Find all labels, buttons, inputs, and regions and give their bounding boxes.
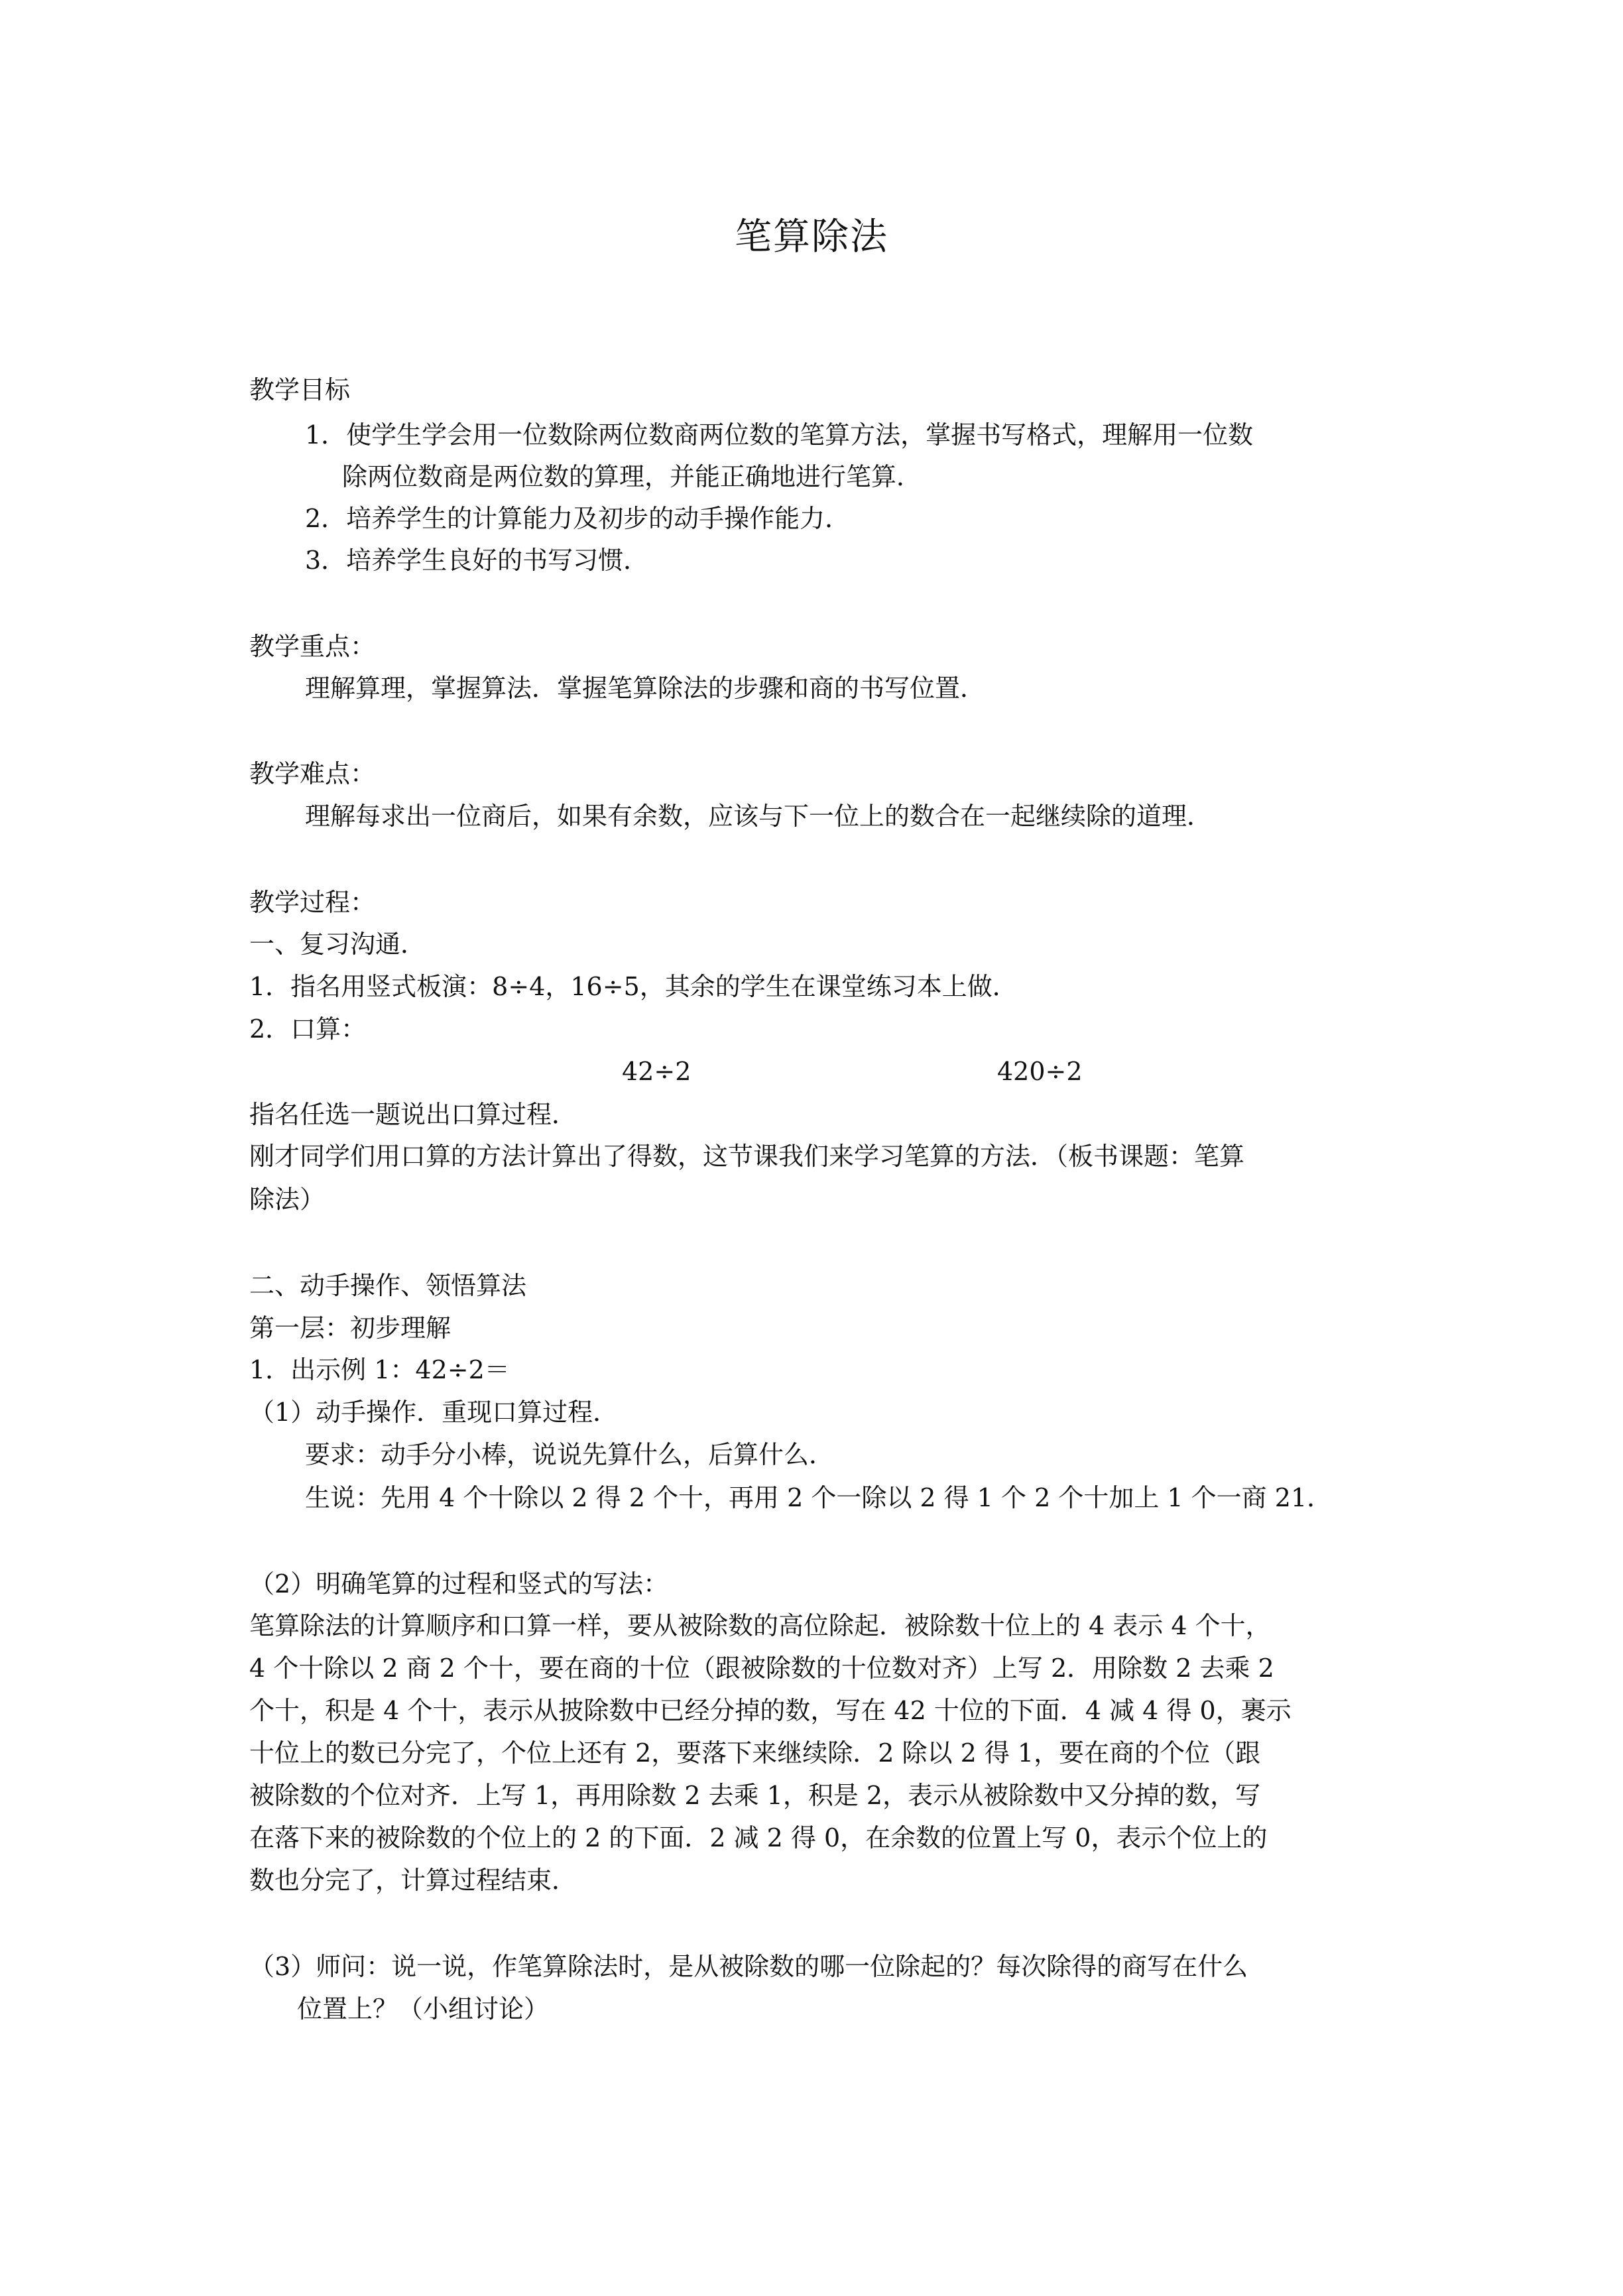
goal-item: 2．培养学生的计算能力及初步的动手操作能力． <box>305 504 851 533</box>
layer-title: 第一层：初步理解 <box>249 1313 451 1343</box>
key-points-heading: 教学重点： <box>249 632 376 661</box>
review-item: 1．指名用竖式板演：8÷4，16÷5，其余的学生在课堂练习本上做． <box>249 972 1018 1001</box>
subsection-title: （2）明确笔算的过程和竖式的写法： <box>249 1569 669 1599</box>
mental-math-expression: 42÷2 <box>622 1057 691 1086</box>
paragraph-line: 4 个十除以 2 商 2 个十，要在商的十位（跟被除数的十位数对齐）上写 2．用除数 2 去乘 2 <box>249 1654 1274 1683</box>
review-item: 2．口算： <box>249 1014 367 1044</box>
section-title: 二、动手操作、领悟算法 <box>249 1271 527 1300</box>
student-answer-line: 生说：先用 4 个十除以 2 得 2 个十，再用 2 个一除以 2 得 1 个 2 个十加上 1 个一商 21． <box>305 1483 1333 1512</box>
paragraph-line: 在落下来的被除数的个位上的 2 的下面．2 减 2 得 0，在余数的位置上写 0，表示个位上的 <box>249 1823 1268 1852</box>
body-line: 指名任选一题说出口算过程． <box>249 1100 577 1129</box>
goal-item: 1．使学生学会用一位数除两位数商两位数的笔算方法，掌握书写格式，理解用一位数 <box>305 420 1254 450</box>
page-title: 笔算除法 <box>735 215 888 259</box>
paragraph-line: 十位上的数已分完了，个位上还有 2，要落下来继续除．2 除以 2 得 1，要在商的个位（跟 <box>249 1738 1261 1768</box>
goals-heading: 教学目标 <box>249 375 351 404</box>
paragraph-line: 个十，积是 4 个十，表示从披除数中已经分掉的数，写在 42 十位的下面．4 减 4 得 0，裹示 <box>249 1696 1292 1725</box>
goal-item-continued: 除两位数商是两位数的算理，并能正确地进行笔算． <box>342 462 922 491</box>
process-heading: 教学过程： <box>249 888 376 917</box>
body-line: 刚才同学们用口算的方法计算出了得数，这节课我们来学习笔算的方法．（板书课题：笔算 <box>249 1142 1245 1171</box>
subsection-title: （3）师问：说一说，作笔算除法时，是从被除数的哪一位除起的？每次除得的商写在什么 <box>249 1952 1248 1981</box>
example-line: 1．出示例 1：42÷2＝ <box>249 1355 510 1384</box>
difficulties-text: 理解每求出一位商后，如果有余数，应该与下一位上的数合在一起继续除的道理． <box>305 802 1213 831</box>
mental-math-expression: 420÷2 <box>997 1057 1083 1086</box>
section-title: 一、复习沟通． <box>249 930 426 959</box>
subsection-title: （1）动手操作．重现口算过程． <box>249 1398 619 1427</box>
requirement-line: 要求：动手分小棒，说说先算什么，后算什么． <box>305 1440 835 1469</box>
paragraph-line: 被除数的个位对齐．上写 1，再用除数 2 去乘 1，积是 2，表示从被除数中又分掉的数，写 <box>249 1781 1261 1810</box>
paragraph-line: 数也分完了，计算过程结束． <box>249 1866 577 1895</box>
difficulties-heading: 教学难点： <box>249 759 376 788</box>
body-line-continued: 除法） <box>249 1185 326 1214</box>
goal-item: 3．培养学生良好的书写习惯． <box>305 546 649 575</box>
subsection-title-continued: 位置上？（小组讨论） <box>297 1994 550 2024</box>
paragraph-line: 笔算除法的计算顺序和口算一样，要从被除数的高位除起．被除数十位上的 4 表示 4 个十， <box>249 1611 1271 1640</box>
key-points-text: 理解算理，掌握算法．掌握笔算除法的步骤和商的书写位置． <box>305 674 986 703</box>
